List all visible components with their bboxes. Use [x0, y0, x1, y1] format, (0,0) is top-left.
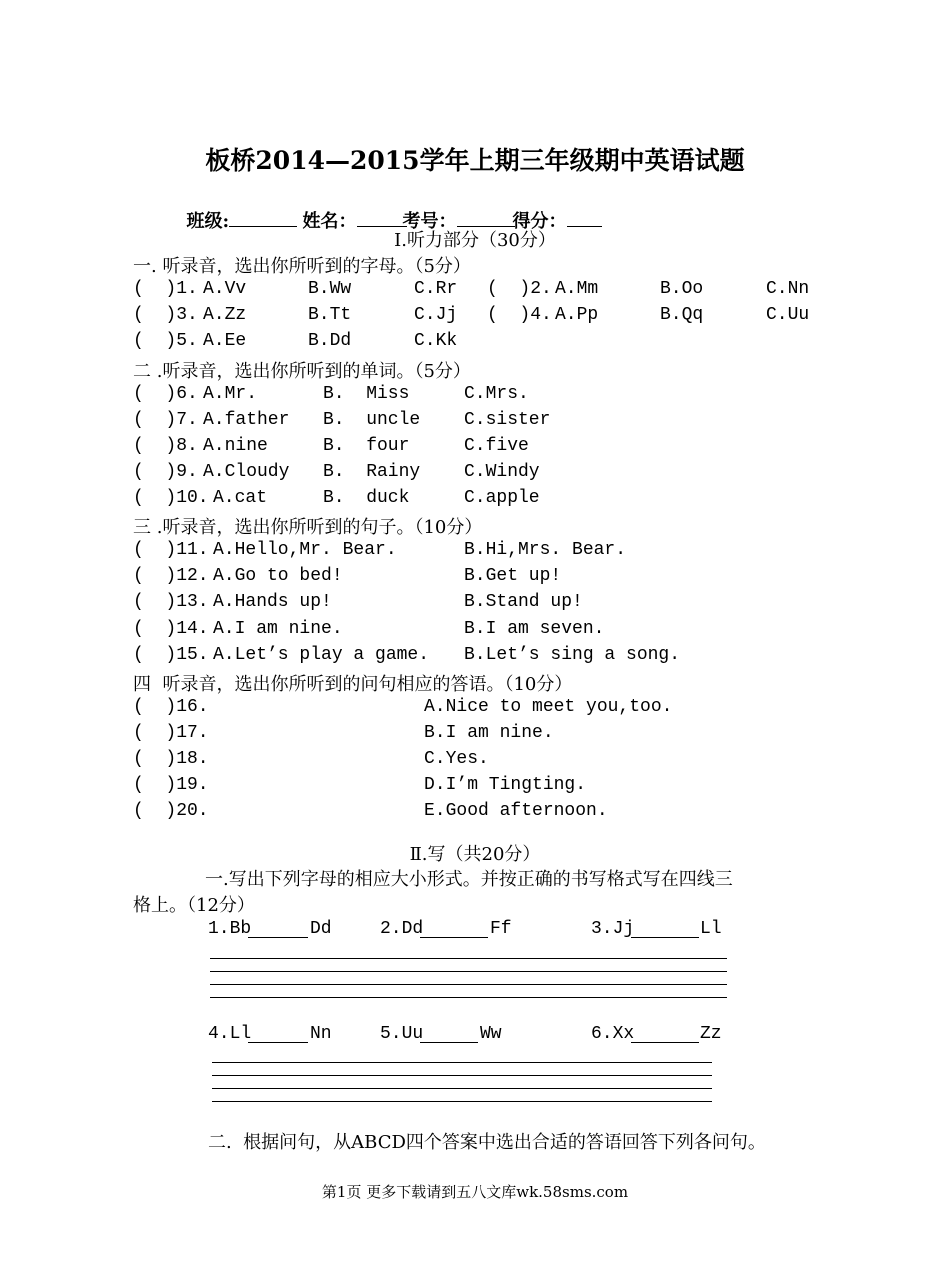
option-a: A.Cloudy	[203, 462, 290, 482]
answer-bracket[interactable]: ( )10.	[133, 488, 209, 508]
letter-pair-end: Ww	[480, 1024, 502, 1044]
answer-bracket[interactable]: ( )8.	[133, 436, 198, 456]
option-b: B.Let’s sing a song.	[464, 645, 681, 665]
option-a: A.Ee	[203, 331, 247, 351]
letter-pair-end: Nn	[310, 1024, 332, 1044]
writing-title-line1: 一.写出下列字母的相应大小形式。并按正确的书写格式写在四线三	[205, 869, 733, 890]
option-b: B. uncle	[323, 410, 421, 430]
option-a: A.Zz	[203, 305, 247, 325]
part1-heading: Ⅰ.听力部分（30分）	[394, 230, 556, 251]
option-b: B.Stand up!	[464, 592, 583, 612]
option-b: B.I am seven.	[464, 619, 605, 639]
answer-bracket[interactable]: ( )9.	[133, 462, 198, 482]
answer-blank[interactable]	[248, 1026, 308, 1043]
grid-line	[212, 1075, 712, 1076]
writing-title-line2: 格上。（12分）	[133, 895, 255, 916]
answer-blank[interactable]	[248, 921, 308, 938]
answer-bracket[interactable]: ( )5.	[133, 331, 198, 351]
answer-bracket[interactable]: ( )18.	[133, 749, 209, 769]
answer-option: D.I’m Tingting.	[424, 775, 587, 795]
option-b: B.Ww	[308, 279, 352, 299]
letter-pair-end: Ll	[700, 919, 722, 939]
letter-pair-end: Ff	[490, 919, 512, 939]
grid-line	[212, 1088, 712, 1089]
score-blank[interactable]	[567, 210, 602, 227]
option-b: B. duck	[323, 488, 410, 508]
answer-bracket[interactable]: ( )14.	[133, 619, 209, 639]
letter-pair-end: Dd	[310, 919, 332, 939]
part2-heading: Ⅱ.写（共20分）	[409, 844, 541, 865]
answer-bracket[interactable]: ( )20.	[133, 801, 209, 821]
section4-title: 四 听录音，选出你所听到的问句相应的答语。（10分）	[133, 674, 573, 695]
letter-pair-start: 4.Ll	[208, 1024, 252, 1044]
option-a: A.Go to bed!	[213, 566, 343, 586]
option-a: A.cat	[213, 488, 268, 508]
option-c: C.Mrs.	[464, 384, 529, 404]
answer-bracket[interactable]: ( )2.	[487, 279, 552, 299]
option-b: B. Rainy	[323, 462, 421, 482]
class-blank[interactable]	[229, 210, 297, 227]
option-c: C.Uu	[766, 305, 810, 325]
option-b: B.Qq	[660, 305, 704, 325]
answer-option: B.I am nine.	[424, 723, 554, 743]
letter-pair-start: 3.Jj	[591, 919, 635, 939]
option-a: A.Mm	[555, 279, 599, 299]
answer-bracket[interactable]: ( )17.	[133, 723, 209, 743]
answer-bracket[interactable]: ( )19.	[133, 775, 209, 795]
section-choose-title: 二. 根据问句，从ABCD四个答案中选出合适的答语回答下列各问句。	[208, 1132, 766, 1153]
option-b: B.Get up!	[464, 566, 562, 586]
option-b: B. four	[323, 436, 410, 456]
grid-line	[212, 1062, 712, 1063]
answer-bracket[interactable]: ( )7.	[133, 410, 198, 430]
grid-line	[210, 971, 727, 972]
answer-bracket[interactable]: ( )15.	[133, 645, 209, 665]
section1-title: 一. 听录音，选出你所听到的字母。（5分）	[133, 256, 471, 277]
option-a: A.Pp	[555, 305, 599, 325]
option-c: C.Jj	[414, 305, 458, 325]
answer-blank[interactable]	[420, 1026, 478, 1043]
answer-bracket[interactable]: ( )4.	[487, 305, 552, 325]
answer-bracket[interactable]: ( )16.	[133, 697, 209, 717]
page-title: 板桥2014—2015学年上期三年级期中英语试题	[205, 146, 745, 175]
name-label: 姓名：	[302, 211, 357, 232]
option-b: B.Tt	[308, 305, 352, 325]
grid-line	[212, 1101, 712, 1102]
letter-pair-start: 2.Dd	[380, 919, 424, 939]
grid-line	[210, 958, 727, 959]
option-a: A.Let’s play a game.	[213, 645, 430, 665]
answer-blank[interactable]	[420, 921, 488, 938]
grid-line	[210, 984, 727, 985]
answer-bracket[interactable]: ( )12.	[133, 566, 209, 586]
option-b: B. Miss	[323, 384, 410, 404]
number-label: 考号：	[402, 211, 457, 232]
letter-pair-start: 1.Bb	[208, 919, 252, 939]
option-a: A.nine	[203, 436, 268, 456]
answer-bracket[interactable]: ( )3.	[133, 305, 198, 325]
option-a: A.Vv	[203, 279, 247, 299]
option-c: C.Windy	[464, 462, 540, 482]
answer-blank[interactable]	[631, 1026, 699, 1043]
answer-bracket[interactable]: ( )1.	[133, 279, 198, 299]
grid-line	[210, 997, 727, 998]
section3-title: 三 .听录音，选出你所听到的句子。（10分）	[133, 517, 483, 538]
answer-option: E.Good afternoon.	[424, 801, 608, 821]
letter-pair-start: 5.Uu	[380, 1024, 424, 1044]
option-c: C.Nn	[766, 279, 810, 299]
option-a: A.father	[203, 410, 290, 430]
option-a: A.Hello,Mr. Bear.	[213, 540, 397, 560]
section2-title: 二 .听录音，选出你所听到的单词。（5分）	[133, 361, 471, 382]
answer-option: C.Yes.	[424, 749, 489, 769]
answer-bracket[interactable]: ( )6.	[133, 384, 198, 404]
letter-pair-end: Zz	[700, 1024, 722, 1044]
option-c: C.Kk	[414, 331, 458, 351]
score-label: 得分：	[512, 211, 567, 232]
answer-bracket[interactable]: ( )13.	[133, 592, 209, 612]
option-c: C.Rr	[414, 279, 458, 299]
option-a: A.Hands up!	[213, 592, 332, 612]
answer-option: A.Nice to meet you,too.	[424, 697, 673, 717]
option-a: A.I am nine.	[213, 619, 343, 639]
option-b: B.Hi,Mrs. Bear.	[464, 540, 627, 560]
class-label: 班级:	[186, 211, 230, 232]
option-c: C.five	[464, 436, 529, 456]
option-b: B.Dd	[308, 331, 352, 351]
option-a: A.Mr.	[203, 384, 258, 404]
answer-blank[interactable]	[631, 921, 699, 938]
option-c: C.sister	[464, 410, 551, 430]
option-c: C.apple	[464, 488, 540, 508]
option-b: B.Oo	[660, 279, 704, 299]
letter-pair-start: 6.Xx	[591, 1024, 635, 1044]
answer-bracket[interactable]: ( )11.	[133, 540, 209, 560]
page-footer: 第1页 更多下载请到五八文库wk.58sms.com	[321, 1183, 629, 1201]
